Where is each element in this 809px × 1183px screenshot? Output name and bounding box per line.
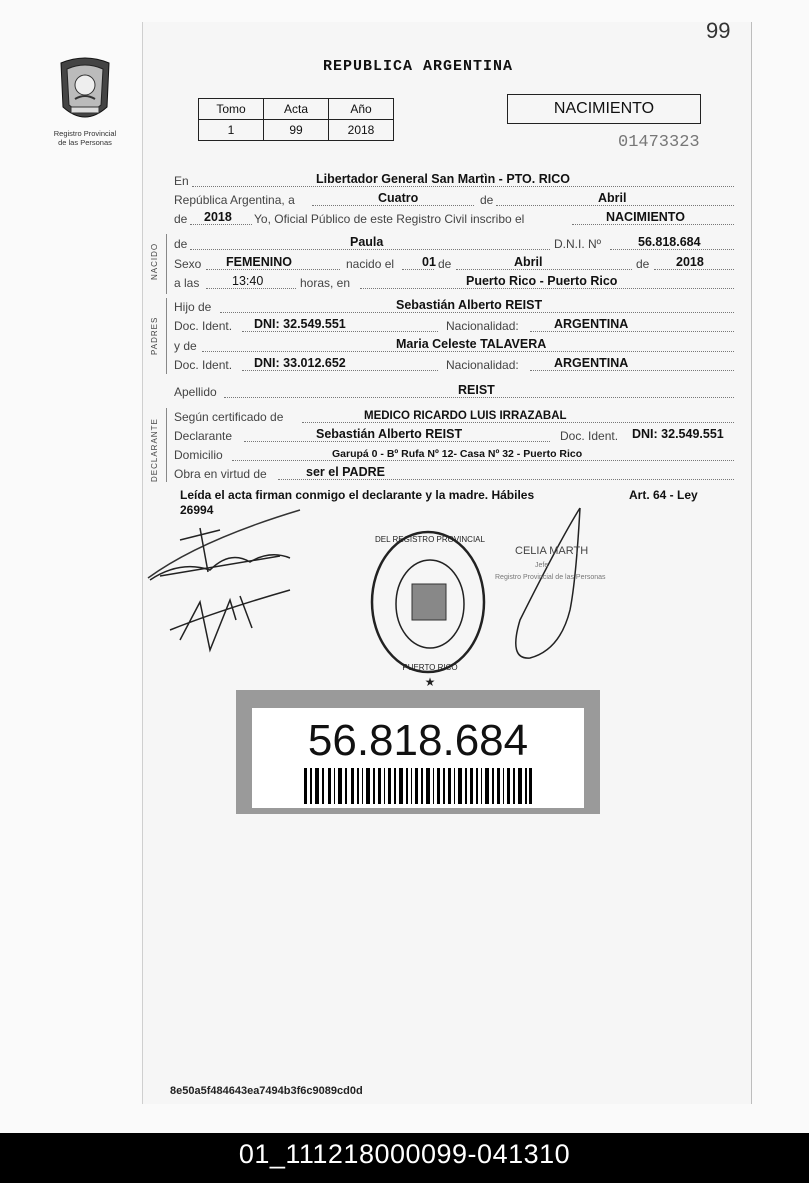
- provincial-seal-icon: [57, 55, 113, 127]
- logo-caption-1: Registro Provincial: [53, 129, 117, 138]
- row-year: de 2018 Yo, Oficial Público de este Registro Civil inscribo el NACIMIENTO: [174, 211, 734, 228]
- tomo-header: Tomo: [199, 99, 264, 120]
- row-father-doc: Doc. Ident. DNI: 32.549.551 Nacionalidad: ARGENTINA: [174, 318, 734, 335]
- father-nationality: ARGENTINA: [554, 317, 629, 331]
- day-words: Cuatro: [378, 191, 419, 205]
- declarante-section-label: DECLARANTE: [150, 418, 159, 482]
- mother-nationality: ARGENTINA: [554, 356, 629, 370]
- barcode-sticker: [236, 690, 600, 814]
- mother-name: Maria Celeste TALAVERA: [396, 337, 547, 351]
- row-name: de Paula D.N.I. Nº 56.818.684: [174, 236, 734, 253]
- acta-header: Acta: [264, 99, 329, 120]
- row-en: En Libertador General San Martìn - PTO. RICO: [174, 173, 734, 190]
- document-title: REPUBLICA ARGENTINA: [323, 58, 514, 75]
- child-name: Paula: [350, 235, 384, 249]
- official-seal: [360, 520, 500, 690]
- svg-text:DEL REGISTRO PROVINCIAL: DEL REGISTRO PROVINCIAL: [375, 535, 485, 544]
- declarant-signature: [140, 500, 310, 670]
- official-office: Registro Provincial de las Personas: [495, 574, 606, 581]
- anio-value: 2018: [329, 120, 394, 141]
- anio-header: Año: [329, 99, 394, 120]
- official-name: CELIA MARTH: [515, 545, 589, 557]
- birth-month: Abril: [514, 255, 543, 269]
- mother-doc: DNI: 33.012.652: [254, 356, 346, 370]
- acta-value: 99: [264, 120, 329, 141]
- document-hash: 8e50a5f484643ea7494b3f6c9089cd0d: [170, 1085, 363, 1097]
- nacido-section-label: NACIDO: [150, 242, 159, 280]
- birth-day: 01: [422, 255, 436, 269]
- closing-statement: Leída el acta firman conmigo el declarante y la madre. Hábiles 26994 Art. 64 - Ley: [180, 488, 698, 517]
- apellido-value: REIST: [458, 383, 495, 397]
- tomo-value: 1: [199, 120, 264, 141]
- row-apellido: Apellido REIST: [174, 384, 734, 401]
- year-value: 2018: [204, 210, 232, 224]
- domicilio-value: Garupá 0 - Bº Rufa Nº 12- Casa Nº 32 - Puerto Rico: [332, 448, 583, 460]
- record-type-box: NACIMIENTO: [507, 94, 701, 124]
- birth-hour: 13:40: [232, 274, 264, 288]
- row-sexo: Sexo FEMENINO nacido el 01 de Abril de 2018: [174, 256, 734, 273]
- row-declarante: Declarante Sebastián Alberto REIST Doc. Ident. DNI: 32.549.551: [174, 427, 724, 443]
- row-date: República Argentina, a Cuatro de Abril: [174, 192, 734, 209]
- father-doc: DNI: 32.549.551: [254, 317, 346, 331]
- declarante-name: Sebastián Alberto REIST: [316, 427, 463, 441]
- row-certificado: Según certificado de MEDICO RICARDO LUIS IRRAZABAL: [174, 409, 734, 426]
- birth-year: 2018: [676, 255, 704, 269]
- svg-text:PUERTO RICO: PUERTO RICO: [402, 663, 458, 672]
- padres-section-label: PADRES: [150, 316, 159, 355]
- official-signature: [500, 500, 600, 670]
- row-mother-doc: Doc. Ident. DNI: 33.012.652 Nacionalidad: ARGENTINA: [174, 357, 734, 374]
- page-number: 99: [706, 18, 731, 43]
- row-hora: a las 13:40 horas, en Puerto Rico - Puerto Rico: [174, 275, 734, 292]
- row-father: Hijo de Sebastián Alberto REIST: [174, 299, 734, 316]
- father-name: Sebastián Alberto REIST: [396, 298, 543, 312]
- official-role: Jefe: [535, 562, 549, 569]
- declarante-doc: DNI: 32.549.551: [632, 427, 724, 441]
- place-value: Libertador General San Martìn - PTO. RICO: [316, 172, 570, 186]
- sexo-value: FEMENINO: [226, 255, 292, 269]
- barcode-number: 56.818.684: [307, 716, 529, 765]
- barcode-bars-icon: [304, 768, 532, 804]
- row-obra: Obra en virtud de ser el PADRE: [174, 466, 734, 483]
- certificado-value: MEDICO RICARDO LUIS IRRAZABAL: [364, 410, 567, 422]
- inscribe-type: NACIMIENTO: [606, 210, 685, 224]
- birth-place: Puerto Rico - Puerto Rico: [466, 274, 618, 288]
- record-table: [198, 98, 394, 141]
- month-value: Abril: [598, 191, 627, 205]
- image-file-id: 01_111218000099-041310: [0, 1133, 809, 1183]
- row-domicilio: Domicilio Garupá 0 - Bº Rufa Nº 12- Casa Nº 32 - Puerto Rico: [174, 447, 734, 464]
- serial-number: 01473323: [618, 133, 700, 152]
- logo-caption-2: de las Personas: [58, 138, 112, 147]
- svg-text:★: ★: [424, 675, 436, 689]
- child-dni: 56.818.684: [638, 235, 701, 249]
- obra-value: ser el PADRE: [306, 465, 385, 479]
- registry-logo: [52, 55, 118, 147]
- row-mother: y de Maria Celeste TALAVERA: [174, 338, 734, 355]
